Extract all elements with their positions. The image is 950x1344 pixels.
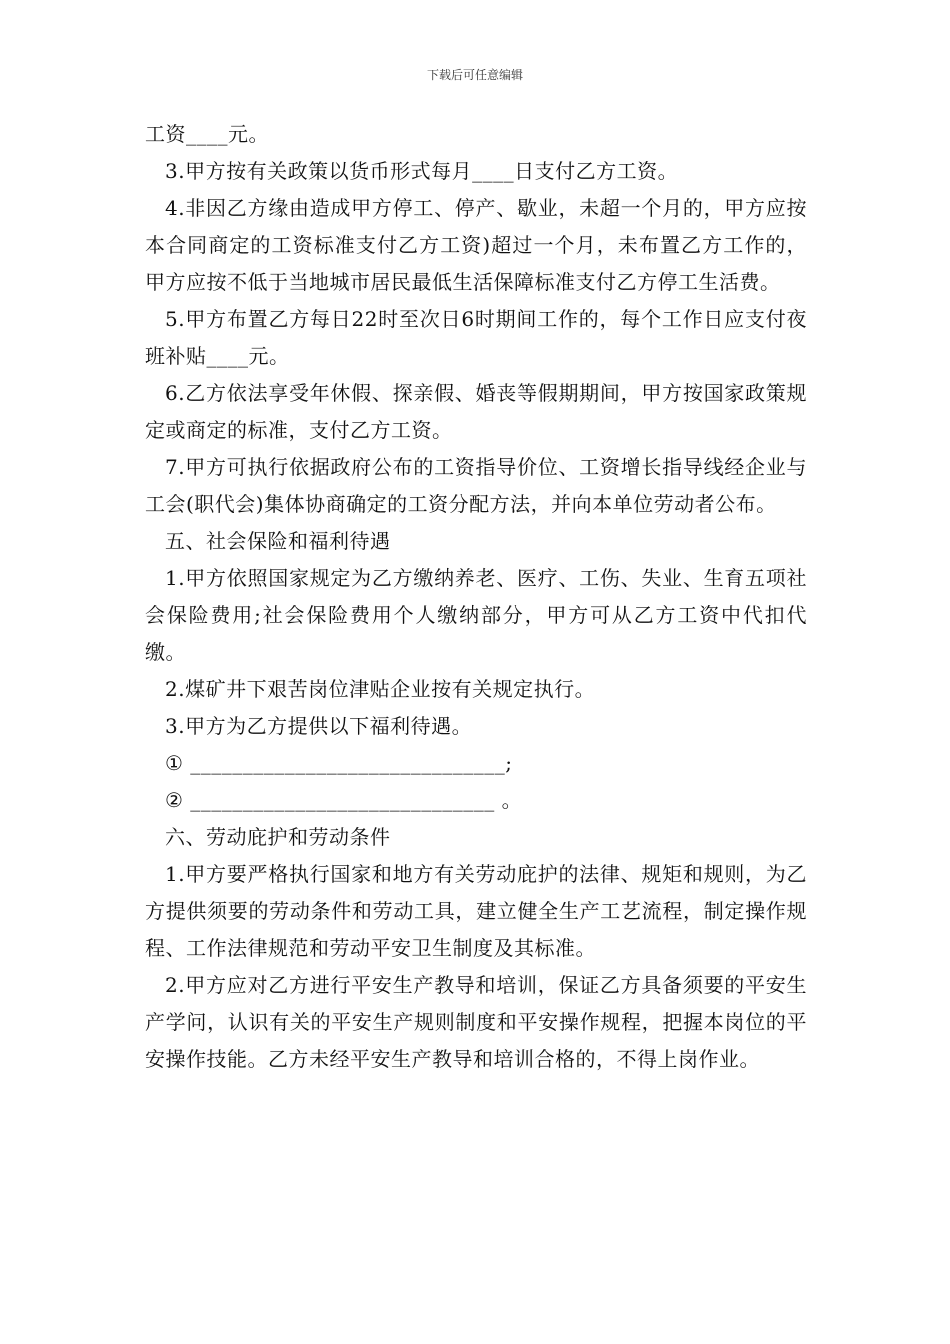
section-6-heading: 六、劳动庇护和劳动条件 xyxy=(165,825,391,849)
benefit-item-2: ② _____________________________ 。 xyxy=(165,788,523,812)
clause-4-3: 3.甲方按有关政策以货币形式每月____日支付乙方工资。 xyxy=(165,159,679,183)
section-5-heading: 五、社会保险和福利待遇 xyxy=(165,529,391,553)
document-body xyxy=(145,116,807,1078)
clause-5-2: 2.煤矿井下艰苦岗位津贴企业按有关规定执行。 xyxy=(165,677,596,701)
paragraph-wage-continued: 工资____元。 xyxy=(145,122,269,146)
clause-5-3: 3.甲方为乙方提供以下福利待遇。 xyxy=(165,714,473,738)
clause-4-5: 5.甲方布置乙方每日22时至次日6时期间工作的，每个工作日应支付夜班补贴____元。 xyxy=(145,307,807,368)
clause-5-1: 1.甲方依照国家规定为乙方缴纳养老、医疗、工伤、失业、生育五项社会保险费用;社会保险费用个人缴纳部分，甲方可从乙方工资中代扣代缴。 xyxy=(145,566,807,664)
clause-4-7: 7.甲方可执行依据政府公布的工资指导价位、工资增长指导线经企业与工会(职代会)集体协商确定的工资分配方法，并向本单位劳动者公布。 xyxy=(145,455,807,516)
clause-6-1: 1.甲方要严格执行国家和地方有关劳动庇护的法律、规矩和规则，为乙方提供须要的劳动条件和劳动工具，建立健全生产工艺流程，制定操作规程、工作法律规范和劳动平安卫生制度及其标准。 xyxy=(145,862,807,960)
benefit-item-1: ① ______________________________; xyxy=(165,751,513,775)
clause-4-6: 6.乙方依法享受年休假、探亲假、婚丧等假期期间，甲方按国家政策规定或商定的标准，支付乙方工资。 xyxy=(145,381,807,442)
clause-6-2: 2.甲方应对乙方进行平安生产教导和培训，保证乙方具备须要的平安生产学问，认识有关的平安生产规则制度和平安操作规程，把握本岗位的平安操作技能。乙方未经平安生产教导和培训合格的，不得上岗作业。 xyxy=(145,973,807,1071)
page-header: 下载后可任意编辑 xyxy=(426,68,523,82)
clause-4-4: 4.非因乙方缘由造成甲方停工、停产、歇业，未超一个月的，甲方应按本合同商定的工资标准支付乙方工资)超过一个月，未布置乙方工作的，甲方应按不低于当地城市居民最低生活保障标准支付乙方停工生活费。 xyxy=(145,196,807,294)
